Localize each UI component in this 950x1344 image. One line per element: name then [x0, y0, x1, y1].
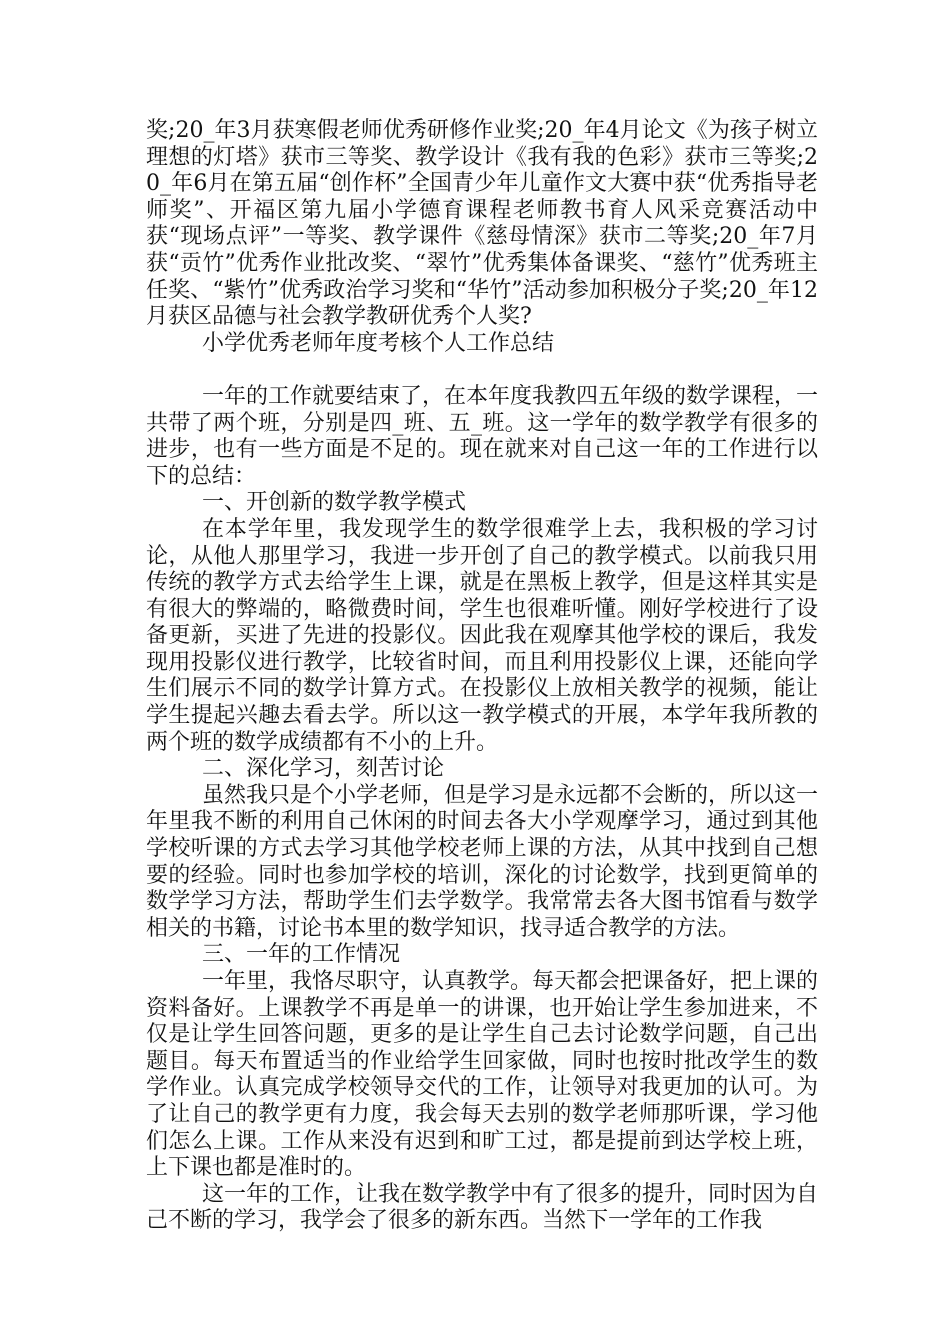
section-body-3: 一年里，我恪尽职守，认真教学。每天都会把课备好，把上课的资料备好。上课教学不再是单一的讲课，也开始让学生参加进来，不仅是让学生回答问题，更多的是让学生自己去讨论数学问题，自己出题目。每天布置适当的作业给学生回家做，同时也按时批改学生的数学作业。认真完成学校领导交代的工作，让领导对我更加的认可。为了让自己的教学更有力度，我会每天去别的数学老师那听课，学习他们怎么上课。工作从来没有迟到和旷工过，都是提前到达学校上班，上下课也都是准时的。 — [146, 969, 819, 1181]
section-body-2: 虽然我只是个小学老师，但是学习是永远都不会断的，所以这一年里我不断的利用自己休闲的时间去各大小学观摩学习，通过到其他学校听课的方式去学习其他学校老师上课的方法，从其中找到自己想要的经验。同时也参加学校的培训，深化的讨论数学，找到更简单的数学学习方法，帮助学生们去学数学。我常常去各大图书馆看与数学相关的书籍，讨论书本里的数学知识，找寻适合教学的方法。 — [146, 782, 819, 941]
blank-line — [146, 357, 818, 384]
closing-paragraph: 这一年的工作，让我在数学教学中有了很多的提升，同时因为自己不断的学习，我学会了很多的新东西。当然下一学年的工作我 — [146, 1181, 819, 1234]
document-page — [146, 118, 818, 1235]
section-heading-2: 二、深化学习，刻苦讨论 — [202, 756, 445, 782]
section-heading-1: 一、开创新的数学教学模式 — [202, 490, 467, 516]
intro-paragraph: 奖;20_年3月获寒假老师优秀研修作业奖;20_年4月论文《为孩子树立理想的灯塔》获市三等奖、教学设计《我有我的色彩》获市三等奖;20_年6月在第五届“创作杯”全国青少年儿童作文大赛中获“优秀指导老师奖”、开福区第九届小学德育课程老师教书育人风采竞赛活动中获“现场点评”一等奖、教学课件《慈母情深》获市二等奖;20_年7月获“贡竹”优秀作业批改奖、“翠竹”优秀集体备课奖、“慈竹”优秀班主任奖、“紫竹”优秀政治学习奖和“华竹”活动参加积极分子奖;20_年12月获区品德与社会教学教研优秀个人奖? — [146, 118, 818, 330]
section-body-1: 在本学年里，我发现学生的数学很难学上去，我积极的学习讨论，从他人那里学习，我进一步开创了自己的教学模式。以前我只用传统的教学方式去给学生上课，就是在黑板上教学，但是这样其实是有很大的弊端的，略微费时间，学生也很难听懂。刚好学校进行了设备更新，买进了先进的投影仪。因此我在观摩其他学校的课后，我发现用投影仪进行教学，比较省时间，而且利用投影仪上课，还能向学生们展示不同的数学计算方式。在投影仪上放相关教学的视频，能让学生提起兴趣去看去学。所以这一教学模式的开展，本学年我所教的两个班的数学成绩都有不小的上升。 — [146, 516, 818, 755]
opening-paragraph: 一年的工作就要结束了，在本年度我教四五年级的数学课程，一共带了两个班，分别是四_班、五_班。这一学年的数学教学有很多的进步，也有一些方面是不足的。现在就来对自己这一年的工作进行以下的总结： — [146, 383, 819, 489]
document-title: 小学优秀老师年度考核个人工作总结 — [202, 330, 555, 356]
section-heading-3: 三、一年的工作情况 — [202, 942, 401, 968]
